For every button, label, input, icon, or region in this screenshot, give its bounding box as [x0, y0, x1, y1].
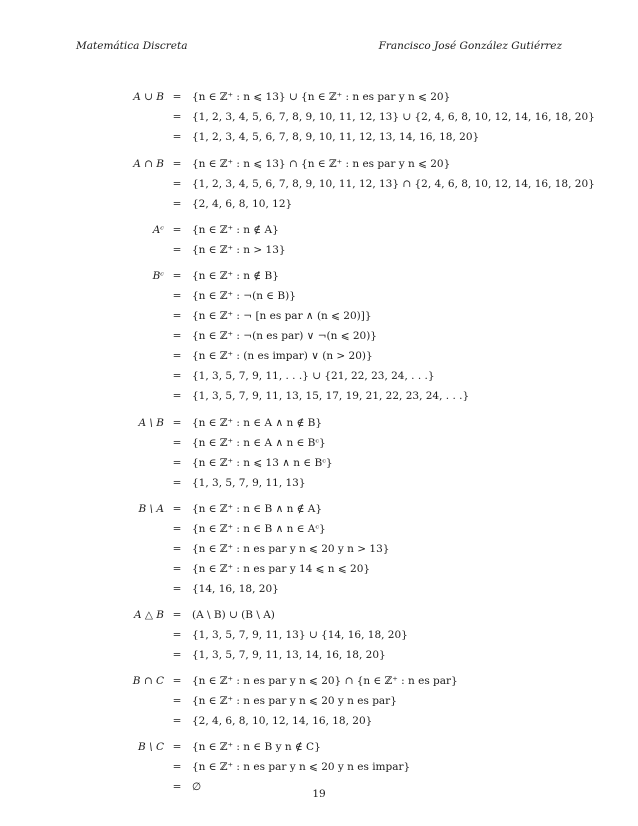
equation-rhs: {n ∈ ℤ⁺ : n ∈ A ∧ n ∉ B}	[192, 417, 323, 429]
equation-rhs: {1, 2, 3, 4, 5, 6, 7, 8, 9, 10, 11, 12, 13, 14, 16, 18, 20}	[192, 131, 480, 143]
equals-sign: =	[172, 675, 182, 687]
equals-sign: =	[172, 715, 182, 727]
equation-rhs: {1, 3, 5, 7, 9, 11, 13} ∪ {14, 16, 18, 20}	[192, 629, 408, 641]
equals-sign: =	[172, 695, 182, 707]
equation-rhs: {n ∈ ℤ⁺ : n ∉ A}	[192, 224, 279, 236]
equals-sign: =	[172, 350, 182, 362]
equation-line	[0, 672, 638, 690]
equals-sign: =	[172, 244, 182, 256]
equation-line	[0, 128, 638, 146]
equation-rhs: {n ∈ ℤ⁺ : (n es impar) ∨ (n > 20)}	[192, 350, 373, 362]
equation-rhs: {n ∈ ℤ⁺ : n es par y 14 ⩽ n ⩽ 20}	[192, 563, 371, 575]
equation-rhs: {n ∈ ℤ⁺ : n es par y n ⩽ 20 y n es par}	[192, 695, 397, 707]
equals-sign: =	[172, 741, 182, 753]
equation-rhs: {n ∈ ℤ⁺ : n ∈ B ∧ n ∈ Aᶜ}	[192, 523, 326, 535]
equation-line	[0, 175, 638, 193]
equals-sign: =	[172, 543, 182, 555]
equation-rhs: {n ∈ ℤ⁺ : n ∈ B y n ∉ C}	[192, 741, 321, 753]
equation-line	[0, 580, 638, 598]
equation-rhs: {n ∈ ℤ⁺ : ¬ [n es par ∧ (n ⩽ 20)]}	[192, 310, 372, 322]
equals-sign: =	[172, 310, 182, 322]
equation-line	[0, 520, 638, 538]
equation-rhs: {n ∈ ℤ⁺ : n ∈ B ∧ n ∉ A}	[192, 503, 323, 515]
header-author: Francisco José González Gutiérrez	[378, 40, 562, 52]
equation-lhs: Aᶜ	[152, 224, 164, 236]
equation-lhs: B \ C	[138, 741, 164, 753]
equation-line	[0, 387, 638, 405]
equals-sign: =	[172, 91, 182, 103]
equation-lhs: A \ B	[138, 417, 164, 429]
equation-rhs: {n ∈ ℤ⁺ : n es par y n ⩽ 20} ∩ {n ∈ ℤ⁺ : n es par}	[192, 675, 458, 687]
equation-line	[0, 367, 638, 385]
equation-line	[0, 500, 638, 518]
equation-rhs: {1, 2, 3, 4, 5, 6, 7, 8, 9, 10, 11, 12, 13} ∪ {2, 4, 6, 8, 10, 12, 14, 16, 18, 20}	[192, 111, 595, 123]
equation-line	[0, 540, 638, 558]
equation-line	[0, 347, 638, 365]
equation-rhs: {14, 16, 18, 20}	[192, 583, 279, 595]
equals-sign: =	[172, 111, 182, 123]
equation-line	[0, 414, 638, 432]
equation-lhs: Bᶜ	[152, 270, 164, 282]
equals-sign: =	[172, 649, 182, 661]
equation-line	[0, 327, 638, 345]
equals-sign: =	[172, 761, 182, 773]
equals-sign: =	[172, 131, 182, 143]
equation-line	[0, 155, 638, 173]
equals-sign: =	[172, 583, 182, 595]
equation-line	[0, 307, 638, 325]
equals-sign: =	[172, 781, 182, 793]
equation-rhs: {2, 4, 6, 8, 10, 12, 14, 16, 18, 20}	[192, 715, 373, 727]
equals-sign: =	[172, 198, 182, 210]
equation-line	[0, 738, 638, 756]
equation-line	[0, 712, 638, 730]
equals-sign: =	[172, 178, 182, 190]
equation-lhs: A ∪ B	[133, 91, 164, 103]
equation-rhs: {n ∈ ℤ⁺ : n ⩽ 13} ∩ {n ∈ ℤ⁺ : n es par y n ⩽ 20}	[192, 158, 451, 170]
equals-sign: =	[172, 390, 182, 402]
equals-sign: =	[172, 290, 182, 302]
equation-line	[0, 287, 638, 305]
equation-line	[0, 606, 638, 624]
header-title: Matemática Discreta	[76, 40, 188, 52]
equation-lhs: A ∩ B	[133, 158, 164, 170]
equation-lhs: B ∩ C	[132, 675, 164, 687]
equation-rhs: {1, 3, 5, 7, 9, 11, 13, 15, 17, 19, 21, 22, 23, 24, . . .}	[192, 390, 470, 402]
equals-sign: =	[172, 224, 182, 236]
equation-line	[0, 195, 638, 213]
equation-rhs: {n ∈ ℤ⁺ : n ⩽ 13 ∧ n ∈ Bᶜ}	[192, 457, 333, 469]
equals-sign: =	[172, 270, 182, 282]
equation-rhs: {1, 3, 5, 7, 9, 11, 13}	[192, 477, 306, 489]
equation-line	[0, 474, 638, 492]
equals-sign: =	[172, 158, 182, 170]
equation-rhs: {n ∈ ℤ⁺ : n es par y n ⩽ 20 y n es impar}	[192, 761, 411, 773]
equation-rhs: {1, 3, 5, 7, 9, 11, . . .} ∪ {21, 22, 23, 24, . . .}	[192, 370, 435, 382]
equation-line	[0, 646, 638, 664]
equation-line	[0, 560, 638, 578]
equation-line	[0, 88, 638, 106]
equation-lhs: A △ B	[133, 609, 164, 621]
page-number: 19	[312, 788, 326, 800]
equals-sign: =	[172, 437, 182, 449]
equals-sign: =	[172, 609, 182, 621]
equals-sign: =	[172, 503, 182, 515]
equation-line	[0, 267, 638, 285]
equals-sign: =	[172, 457, 182, 469]
equals-sign: =	[172, 330, 182, 342]
equation-rhs: {2, 4, 6, 8, 10, 12}	[192, 198, 293, 210]
equation-line	[0, 241, 638, 259]
equals-sign: =	[172, 370, 182, 382]
equation-line	[0, 108, 638, 126]
equation-rhs: {n ∈ ℤ⁺ : n ⩽ 13} ∪ {n ∈ ℤ⁺ : n es par y n ⩽ 20}	[192, 91, 451, 103]
equation-rhs: (A \ B) ∪ (B \ A)	[192, 609, 275, 621]
equals-sign: =	[172, 629, 182, 641]
equation-rhs: {1, 3, 5, 7, 9, 11, 13, 14, 16, 18, 20}	[192, 649, 386, 661]
equation-line	[0, 434, 638, 452]
equation-lhs: B \ A	[138, 503, 164, 515]
equation-line	[0, 454, 638, 472]
equation-line	[0, 221, 638, 239]
equation-line	[0, 626, 638, 644]
equation-rhs: {n ∈ ℤ⁺ : ¬(n es par) ∨ ¬(n ⩽ 20)}	[192, 330, 377, 342]
equation-rhs: {n ∈ ℤ⁺ : ¬(n ∈ B)}	[192, 290, 296, 302]
equation-line	[0, 692, 638, 710]
equation-rhs: {1, 2, 3, 4, 5, 6, 7, 8, 9, 10, 11, 12, 13} ∩ {2, 4, 6, 8, 10, 12, 14, 16, 18, 20}	[192, 178, 595, 190]
equation-rhs: {n ∈ ℤ⁺ : n es par y n ⩽ 20 y n > 13}	[192, 543, 390, 555]
equals-sign: =	[172, 477, 182, 489]
equation-rhs: {n ∈ ℤ⁺ : n ∈ A ∧ n ∈ Bᶜ}	[192, 437, 326, 449]
equation-line	[0, 758, 638, 776]
equation-rhs: {n ∈ ℤ⁺ : n ∉ B}	[192, 270, 279, 282]
equals-sign: =	[172, 523, 182, 535]
equals-sign: =	[172, 417, 182, 429]
equation-rhs: {n ∈ ℤ⁺ : n > 13}	[192, 244, 286, 256]
equals-sign: =	[172, 563, 182, 575]
equation-rhs: ∅	[192, 781, 202, 793]
